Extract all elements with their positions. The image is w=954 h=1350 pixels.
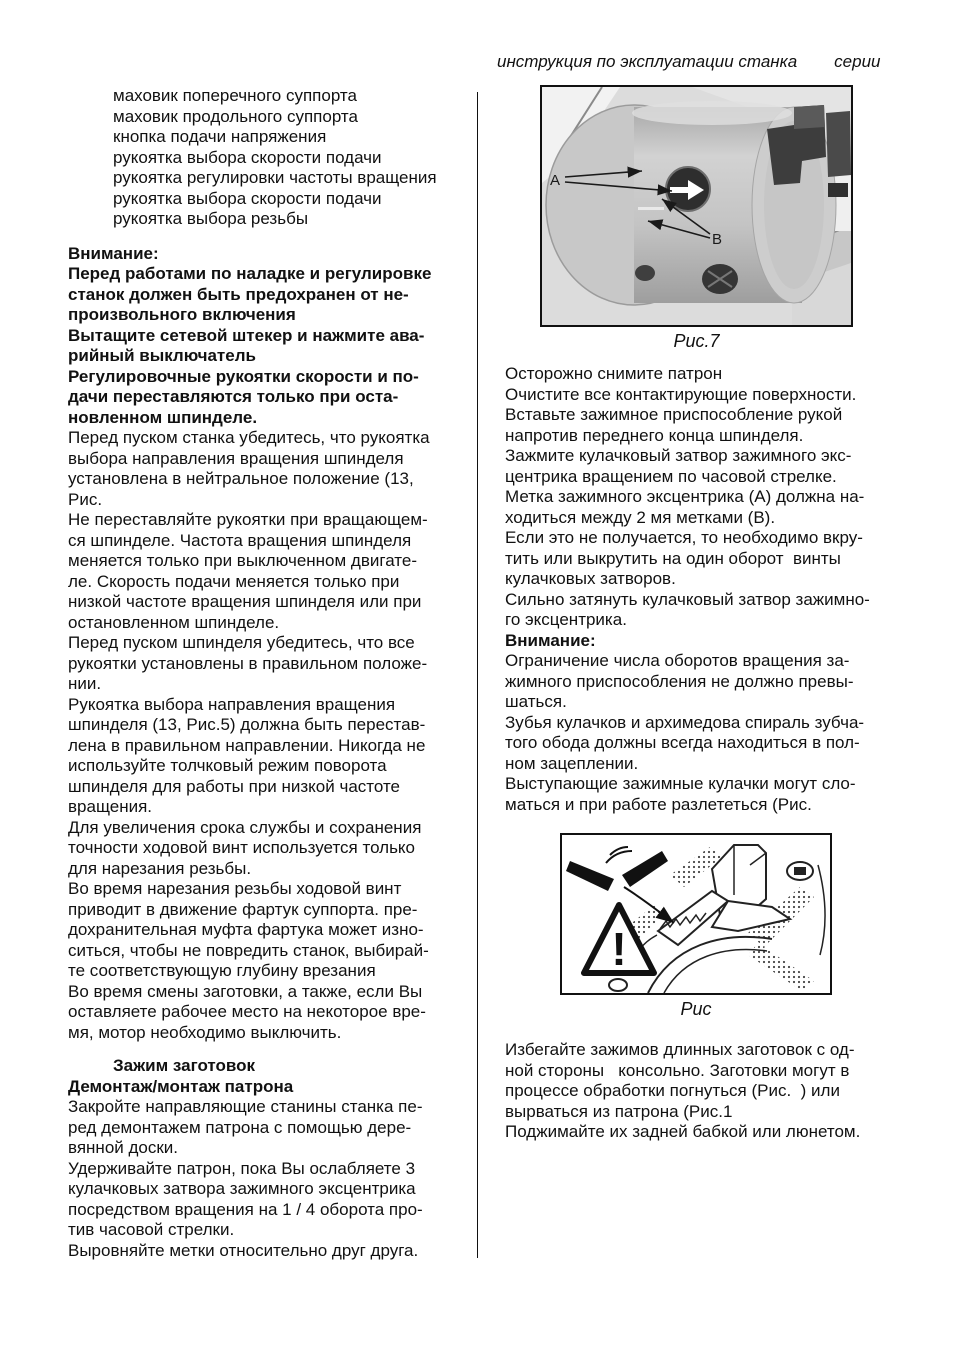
spacer (505, 815, 911, 833)
header-series: серии (834, 52, 881, 71)
text-line: рукоятка выбора скорости подачи (113, 188, 382, 208)
text-line: Перед работами по наладке и регулировке (68, 264, 432, 283)
attention-block (68, 244, 470, 429)
text-line: Вставьте зажимное приспособление рукой (505, 405, 843, 424)
text-line: посредством вращения на 1 / 4 оборота про- (68, 1199, 423, 1219)
text-line: новленном шпинделе. (68, 407, 258, 427)
text-line: Выровняйте метки относительно друг друга. (68, 1240, 419, 1260)
text-line: ной стороны консольно. Заготовки могут в (505, 1060, 850, 1080)
warning-exclamation: ! (611, 923, 627, 975)
text-line: произвольного включения (68, 305, 296, 324)
text-line: напротив переднего конца шпинделя. (505, 425, 804, 445)
text-line: жимного приспособления не должно превы- (505, 671, 854, 691)
text-line: для нарезания резьбы. (68, 858, 252, 878)
spacer (505, 352, 911, 364)
text-line: Очистите все контактирующие поверхности. (505, 384, 857, 404)
page-header (497, 52, 880, 72)
figure7-label-b: B (712, 231, 723, 248)
text-line: ходиться между 2 мя метками (В). (505, 507, 776, 527)
text-line: Метка зажимного эксцентрика (А) должна на- (505, 487, 865, 506)
text-line: Зажмите кулачковый затвор зажимного экс- (505, 446, 852, 465)
text-line: Рукоятка выбора направления вращения (68, 694, 396, 714)
text-line: Для увеличения срока службы и сохранения (68, 817, 422, 837)
text-line: шаться. (505, 692, 567, 711)
text-line: низкой частоте вращения шпинделя или при (68, 592, 422, 611)
text-line: ситься, чтобы не повредить станок, выбирай- (68, 940, 429, 960)
body-paragraph-3 (505, 364, 911, 631)
text-line: дохранительная муфта фартука может изно- (68, 920, 424, 939)
text-line: станок должен быть предохранен от не- (68, 284, 409, 304)
text-line: Закройте направляющие станины станка пе- (68, 1097, 423, 1116)
chuck-photo (540, 85, 853, 327)
text-line: меняется только при выключенном двигате- (68, 551, 417, 570)
warning-figure-caption: Рис (680, 999, 712, 1019)
text-line: Сильно затянуть кулачковый затвор зажимно- (505, 589, 870, 609)
text-line: лена в правильном направлении. Никогда не (68, 735, 426, 755)
text-line: Во время нарезания резьбы ходовой винт (68, 879, 402, 898)
text-line: Регулировочные рукоятки скорости и по- (68, 366, 419, 386)
text-line: вращения. (68, 797, 153, 816)
text-line: рукоятка выбора скорости подачи (113, 147, 382, 167)
text-line: Выступающие зажимные кулачки могут сло- (505, 774, 856, 793)
figure-7 (540, 85, 853, 352)
text-line: Удерживайте патрон, пока Вы ослабляете 3 (68, 1158, 416, 1178)
figure-7-caption: Рис.7 (673, 331, 720, 351)
text-line: нии. (68, 674, 102, 693)
right-column (505, 85, 911, 1143)
spacer (68, 230, 470, 244)
broken-jaw-drawing (560, 833, 832, 995)
text-line: Перед пуском станка убедитесь, что рукоятка (68, 428, 430, 447)
text-line: ся шпинделе. Частота вращения шпинделя (68, 530, 412, 550)
text-line: го эксцентрика. (505, 610, 627, 629)
text-line: тить или выкрутить на один оборот винты (505, 548, 841, 568)
text-line: Если это не получается, то необходимо вкру- (505, 528, 863, 547)
controls-list (68, 86, 470, 230)
left-column (68, 86, 470, 1261)
text-line: кулачковых затвора зажимного эксцентрика (68, 1179, 416, 1198)
text-line: ле. Скорость подачи меняется только при (68, 571, 400, 591)
text-line: выбора направления вращения шпинделя (68, 448, 404, 468)
text-line: установлена в нейтральное положение (13, (68, 469, 414, 488)
text-line: вянной доски. (68, 1138, 179, 1157)
text-line: кнопка подачи напряжения (113, 127, 327, 146)
text-line: Избегайте зажимов длинных заготовок с од- (505, 1040, 855, 1059)
text-line: Ограничение числа оборотов вращения за- (505, 651, 850, 670)
header-title: инструкция по эксплуатации станка (497, 52, 798, 71)
text-line: Зубья кулачков и архимедова спираль зубча- (505, 712, 865, 732)
text-line: кулачковых затворов. (505, 569, 676, 588)
text-line: центрика вращением по часовой стрелке. (505, 466, 837, 486)
attention-heading: Внимание: (505, 630, 596, 650)
body-paragraph-5 (505, 1040, 911, 1143)
text-line: приводит в движение фартук суппорта. пре- (68, 899, 418, 919)
text-line: точности ходовой винт используется только (68, 838, 416, 857)
text-line: оставляете рабочее место на некоторое вре- (68, 1002, 426, 1021)
text-line: используйте толчковый режим поворота (68, 756, 387, 775)
section-heading-chuck: Демонтаж/монтаж патрона (68, 1076, 294, 1096)
text-line: рийный выключатель (68, 346, 256, 365)
text-line: маться и при работе разлететься (Рис. (505, 794, 812, 814)
text-line: вырваться из патрона (Рис.1 (505, 1101, 733, 1121)
text-line: дачи переставляются только при оста- (68, 387, 399, 406)
text-line: мя, мотор необходимо выключить. (68, 1022, 342, 1042)
text-line: Внимание: (68, 243, 159, 263)
text-line: шпинделя для работы при низкой частоте (68, 776, 401, 796)
text-line: тив часовой стрелки. (68, 1220, 235, 1239)
text-line: Не переставляйте рукоятки при вращающем- (68, 510, 428, 529)
body-paragraph-2 (68, 1097, 470, 1261)
text-line: ред демонтажем патрона с помощью дере- (68, 1117, 412, 1137)
spacer (505, 1020, 911, 1040)
text-line: Рис. (68, 489, 103, 509)
text-line: Осторожно снимите патрон (505, 364, 723, 383)
text-line: того обода должны всегда находиться в пол- (505, 733, 860, 752)
text-line: ном зацеплении. (505, 753, 639, 773)
spacer (68, 1043, 470, 1056)
text-line: процессе обработки погнуться (Рис. ) или (505, 1081, 840, 1100)
text-line: те соответствующую глубину врезания (68, 961, 376, 980)
text-line: рукоятка выбора резьбы (113, 209, 309, 228)
column-divider (477, 92, 478, 1258)
text-line: маховик поперечного суппорта (113, 86, 357, 105)
text-line: Поджимайте их задней бабкой или люнетом. (505, 1122, 861, 1141)
body-paragraph-1 (68, 428, 470, 1043)
text-line: шпинделя (13, Рис.5) должна быть перестав- (68, 715, 426, 734)
body-paragraph-4 (505, 651, 911, 815)
figure7-label-a: A (550, 172, 561, 189)
text-line: рукоятки установлены в правильном положе- (68, 653, 428, 673)
text-line: Во время смены заготовки, а также, если Вы (68, 981, 423, 1001)
text-line: рукоятка регулировки частоты вращения (113, 168, 437, 187)
section-heading-clamping: Зажим заготовок (113, 1056, 256, 1075)
text-line: маховик продольного суппорта (113, 106, 358, 126)
text-line: Перед пуском шпинделя убедитесь, что все (68, 633, 415, 652)
warning-figure (560, 833, 832, 1020)
text-line: остановленном шпинделе. (68, 612, 280, 632)
text-line: Вытащите сетевой штекер и нажмите ава- (68, 325, 425, 345)
